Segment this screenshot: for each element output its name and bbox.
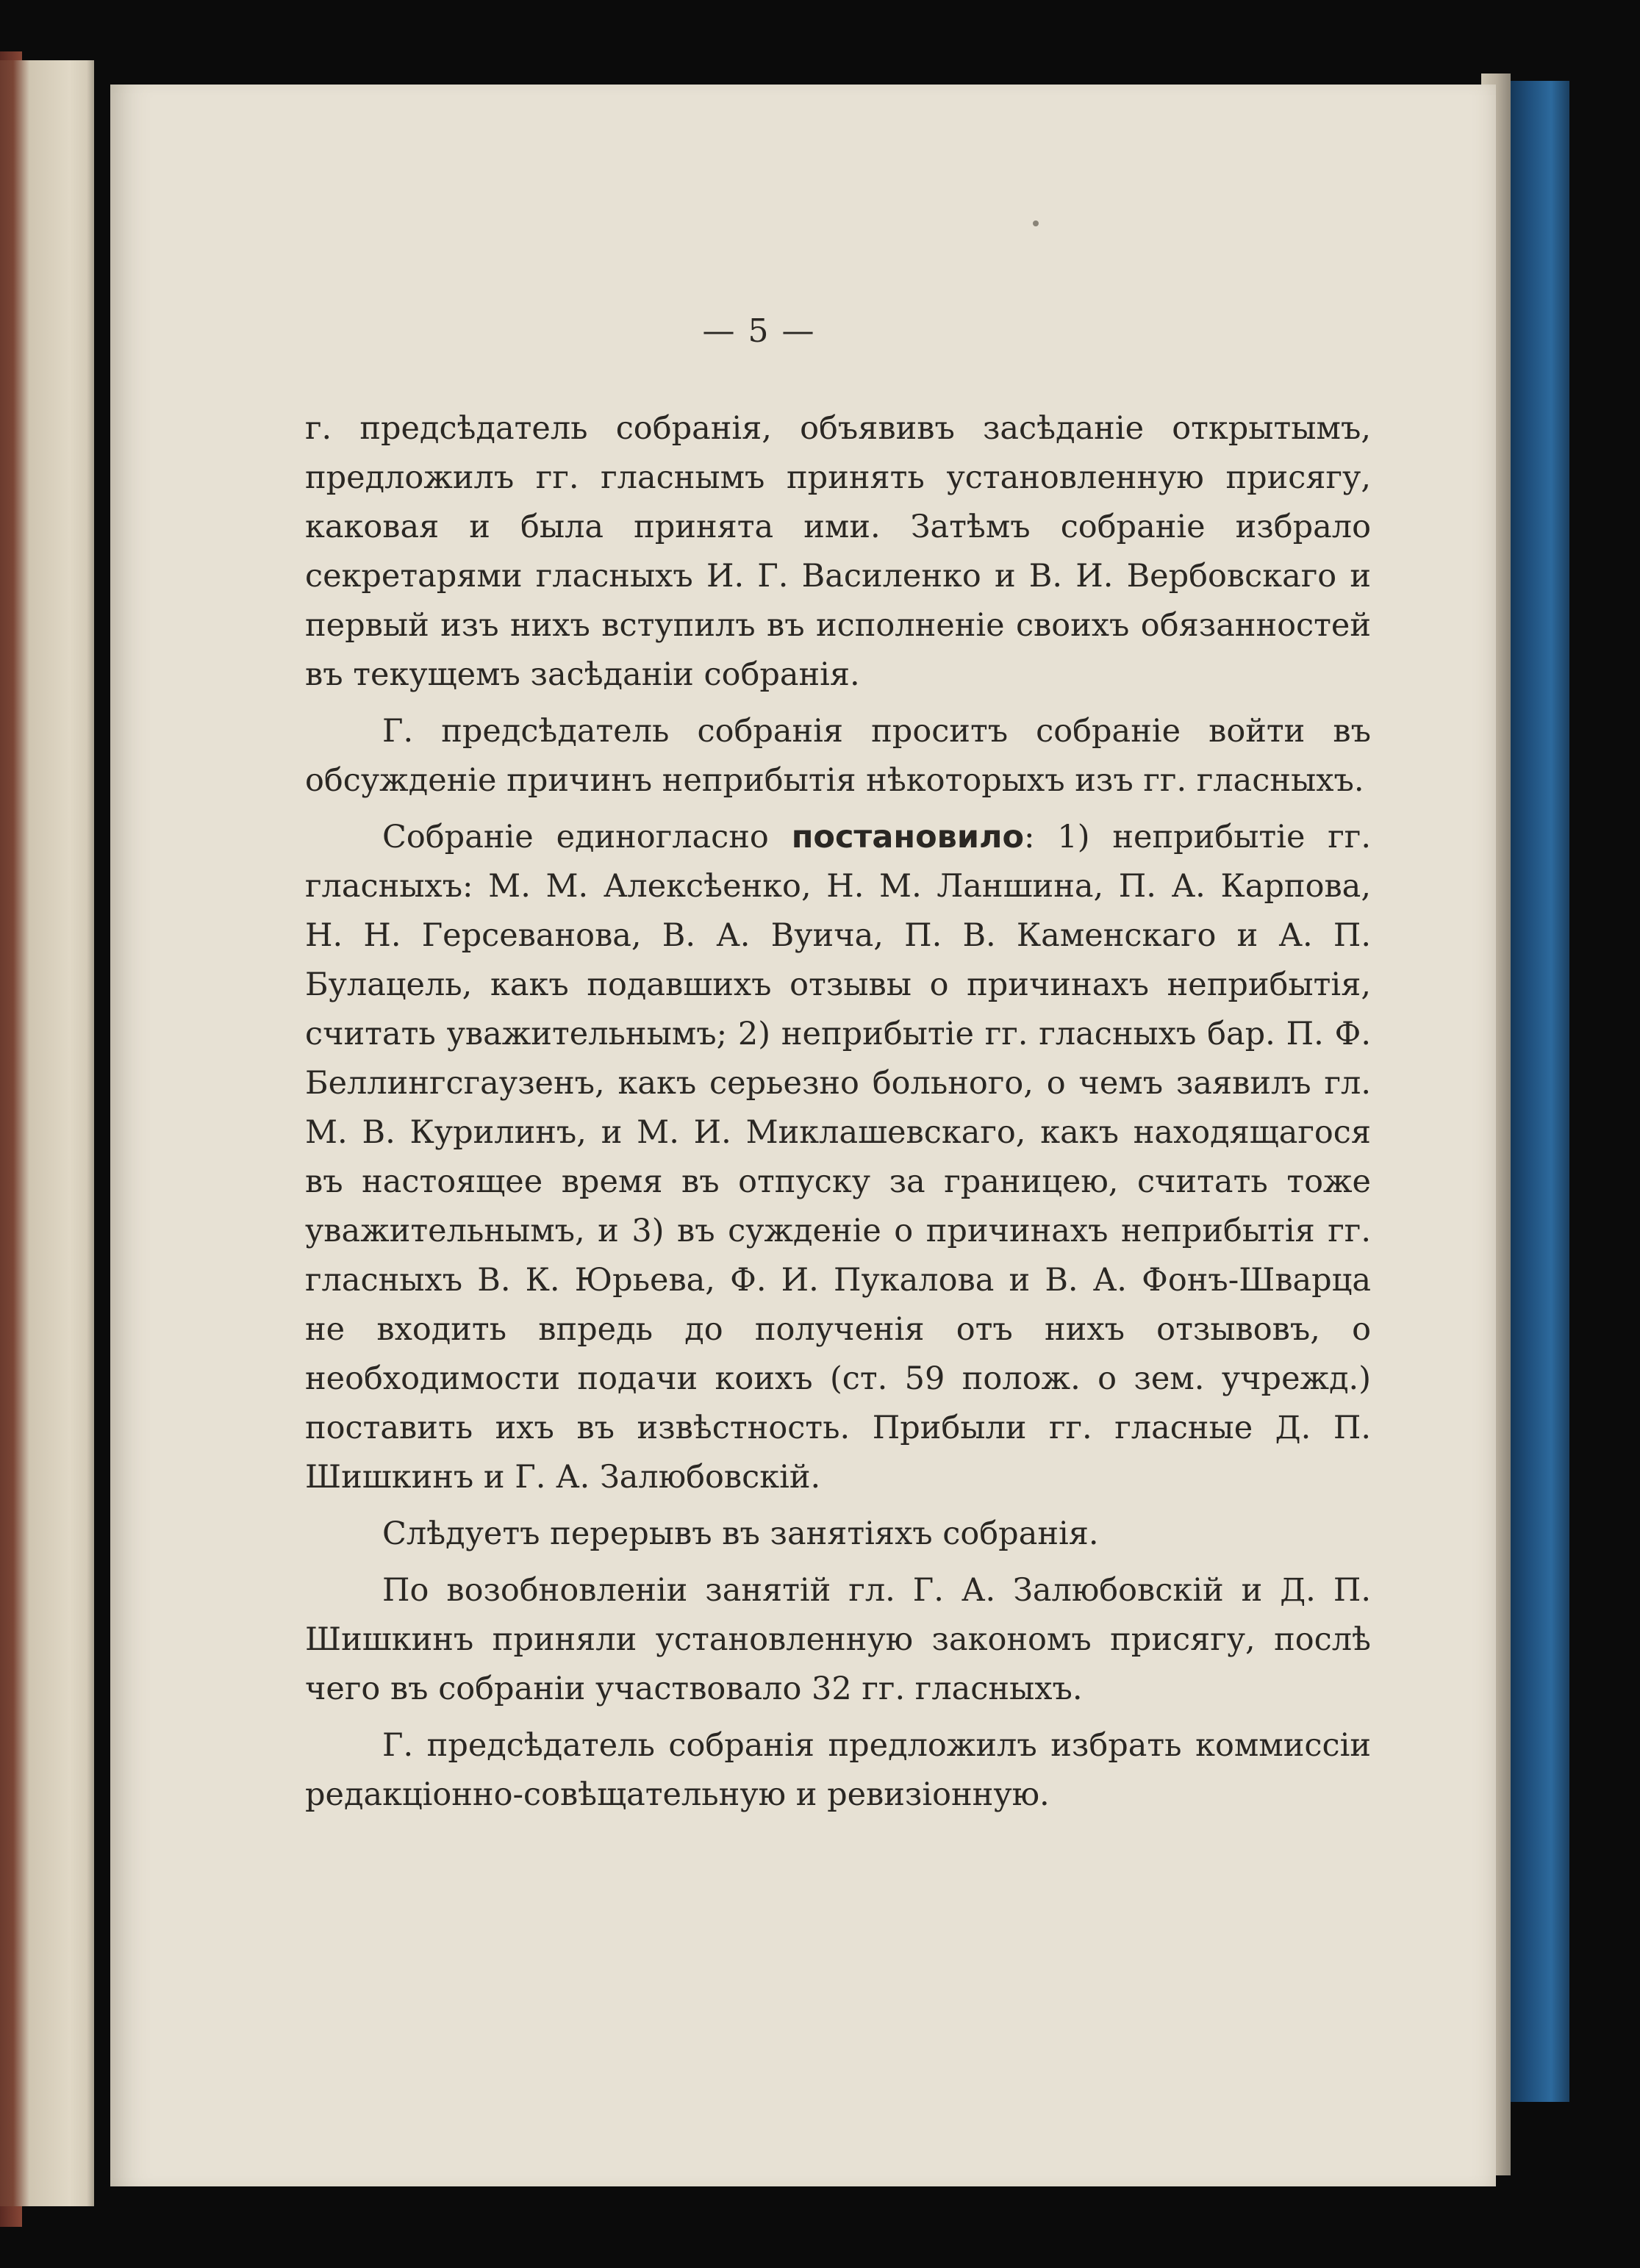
- paragraph-4: Слѣдуетъ перерывъ въ занятіяхъ собранія.: [382, 1515, 1099, 1552]
- paragraph-5: По возобновленіи занятій гл. Г. А. Залюбовскій и Д. П. Шишкинъ приняли установленную закономъ присягу, послѣ чего въ собраніи участвовало 32 гг. гласныхъ.: [305, 1572, 1371, 1707]
- page-body-text: [305, 404, 1371, 1827]
- paragraph-6: Г. предсѣдатель собранія предложилъ избрать коммиссіи редакціонно-совѣщательную и ревизіонную.: [305, 1727, 1371, 1813]
- paragraph-3-rest: : 1) неприбытіе гг. гласныхъ: М. М. Алексѣенко, Н. М. Ланшина, П. А. Карпова, Н. Н. Герсеванова, В. А. Вуича, П. В. Каменскаго и А. П. Булацель, какъ подавшихъ отзывы о причинахъ неприбытія, считать уважительнымъ; 2) неприбытіе гг. гласныхъ бар. П. Ф. Беллингсгаузенъ, какъ серьезно больного, о чемъ заявилъ гл. М. В. Курилинъ, и М. И. Миклашевскаго, какъ находящагося въ настоящее время въ отпуску за границею, считать тоже уважительнымъ, и 3) въ сужденіе о причинахъ неприбытія гг. гласныхъ В. К. Юрьева, Ф. И. Пукалова и В. А. Фонъ-Шварца не входить впредь до полученія отъ нихъ отзывовъ, о необходимости подачи коихъ (ст. 59 полож. о зем. учрежд.) поставить ихъ въ извѣстность. Прибыли гг. гласные Д. П. Шишкинъ и Г. А. Залюбовскій.: [305, 819, 1372, 1496]
- left-page-edge: [0, 60, 94, 2206]
- paragraph-3-start: Собраніе единогласно: [382, 819, 792, 855]
- book-page: [110, 85, 1496, 2186]
- resolution-keyword: постановило: [791, 819, 1024, 855]
- page-number: — 5 —: [702, 312, 816, 350]
- paragraph-3: [305, 813, 1371, 1502]
- paragraph-1: г. предсѣдатель собранія, объявивъ засѣданіе открытымъ, предложилъ гг. гласнымъ принять установленную присягу, каковая и была принята ими. Затѣмъ собраніе избрало секретарями гласныхъ И. Г. Василенко и В. И. Вербовскаго и первый изъ нихъ вступилъ въ исполненіе своихъ обязанностей въ текущемъ засѣданіи собранія.: [305, 410, 1371, 693]
- paragraph-2: Г. предсѣдатель собранія проситъ собраніе войти въ обсужденіе причинъ неприбытія нѣкоторыхъ изъ гг. гласныхъ.: [305, 713, 1371, 799]
- paper-speck: [1033, 220, 1039, 226]
